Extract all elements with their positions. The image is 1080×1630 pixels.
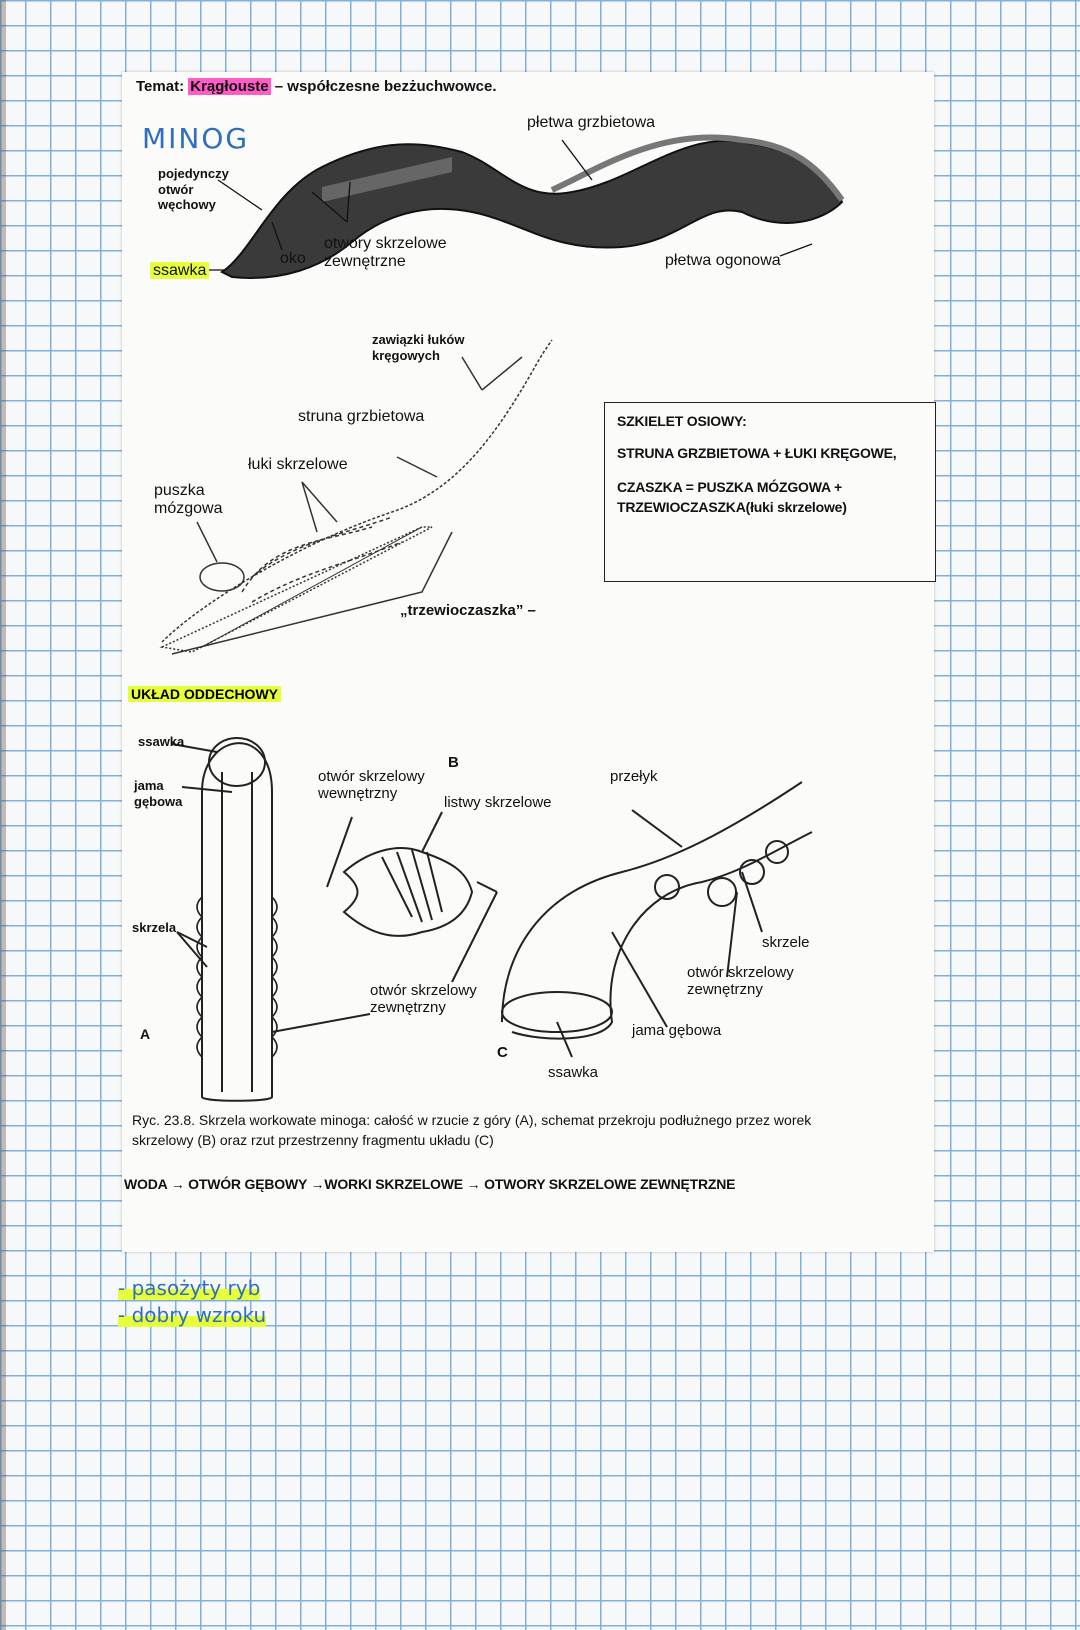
lamprey-heading: MINOG	[142, 122, 250, 155]
label-b-letter: B	[448, 754, 459, 771]
label-b-lamellae: listwy skrzelowe	[444, 794, 552, 811]
label-notochord: struna grzbietowa	[298, 408, 425, 425]
respiratory-heading-text: UKŁAD ODDECHOWY	[128, 686, 281, 702]
label-c-mouth: jama gębowa	[632, 1022, 722, 1039]
label-c-sucker: ssawka	[548, 1064, 599, 1081]
box-title: SZKIELET OSIOWY:	[617, 413, 747, 429]
label-a-gills: skrzela	[132, 920, 177, 935]
label-sucker-text: ssawka	[150, 262, 209, 279]
printed-sheet	[122, 72, 934, 1252]
label-a-mouth: jama gębowa	[134, 778, 183, 809]
label-a-letter: A	[140, 1026, 151, 1042]
label-c-gills: skrzele	[762, 934, 810, 951]
label-splanchnocranium: „trzewioczaszka” –	[400, 602, 536, 619]
binder-edge	[0, 0, 6, 1630]
respiratory-illustration	[122, 72, 934, 1112]
title-highlight: Krągłouste	[190, 78, 269, 95]
title-rest: – współczesne bezżuchwowce.	[270, 78, 497, 95]
label-c-esophagus: przełyk	[610, 768, 658, 785]
label-a-sucker: ssawka	[138, 734, 185, 749]
note-1	[118, 1275, 266, 1302]
note-1-text: - pasożyty ryb	[118, 1276, 261, 1300]
box-line-3: TRZEWIOCZASZKA(łuki skrzelowe)	[617, 499, 847, 515]
label-dorsal-fin: płetwa grzbietowa	[527, 114, 656, 131]
label-gill-arches: łuki skrzelowe	[248, 456, 348, 473]
label-b-outer-opening: otwór skrzelowy zewnętrzny	[370, 982, 477, 1017]
label-b-inner-opening: otwór skrzelowy wewnętrzny	[318, 768, 425, 803]
note-2-text: - dobry wzroku	[118, 1303, 267, 1327]
figure-caption: Ryc. 23.8. Skrzela workowate minoga: całość w rzucie z góry (A), schemat przekroju podłużnego przez worek skrzelowy (B) oraz rzut przestrzenny fragmentu układu (C)	[132, 1112, 812, 1149]
label-gill-openings: otwory skrzelowe zewnętrzne	[324, 235, 447, 271]
handwritten-notes	[118, 1275, 266, 1329]
title-prefix: Temat:	[136, 78, 185, 95]
box-line-1: STRUNA GRZBIETOWA + ŁUKI KRĘGOWE,	[617, 445, 897, 461]
label-braincase: puszka mózgowa	[154, 482, 223, 518]
label-eye: oko	[280, 250, 306, 267]
label-c-letter: C	[497, 1044, 508, 1061]
water-flow: WODA → OTWÓR GĘBOWY →WORKI SKRZELOWE → OTWORY SKRZELOWE ZEWNĘTRZNE	[124, 1176, 736, 1192]
label-c-outer-opening: otwór skrzelowy zewnętrzny	[687, 964, 794, 999]
label-nostril: pojedynczy otwór węchowy	[158, 166, 229, 213]
label-arches-rudiments: zawiązki łuków kręgowych	[372, 332, 465, 363]
note-2	[118, 1302, 266, 1329]
box-line-2: CZASZKA = PUSZKA MÓZGOWA +	[617, 479, 843, 495]
label-tail-fin: płetwa ogonowa	[665, 252, 781, 269]
